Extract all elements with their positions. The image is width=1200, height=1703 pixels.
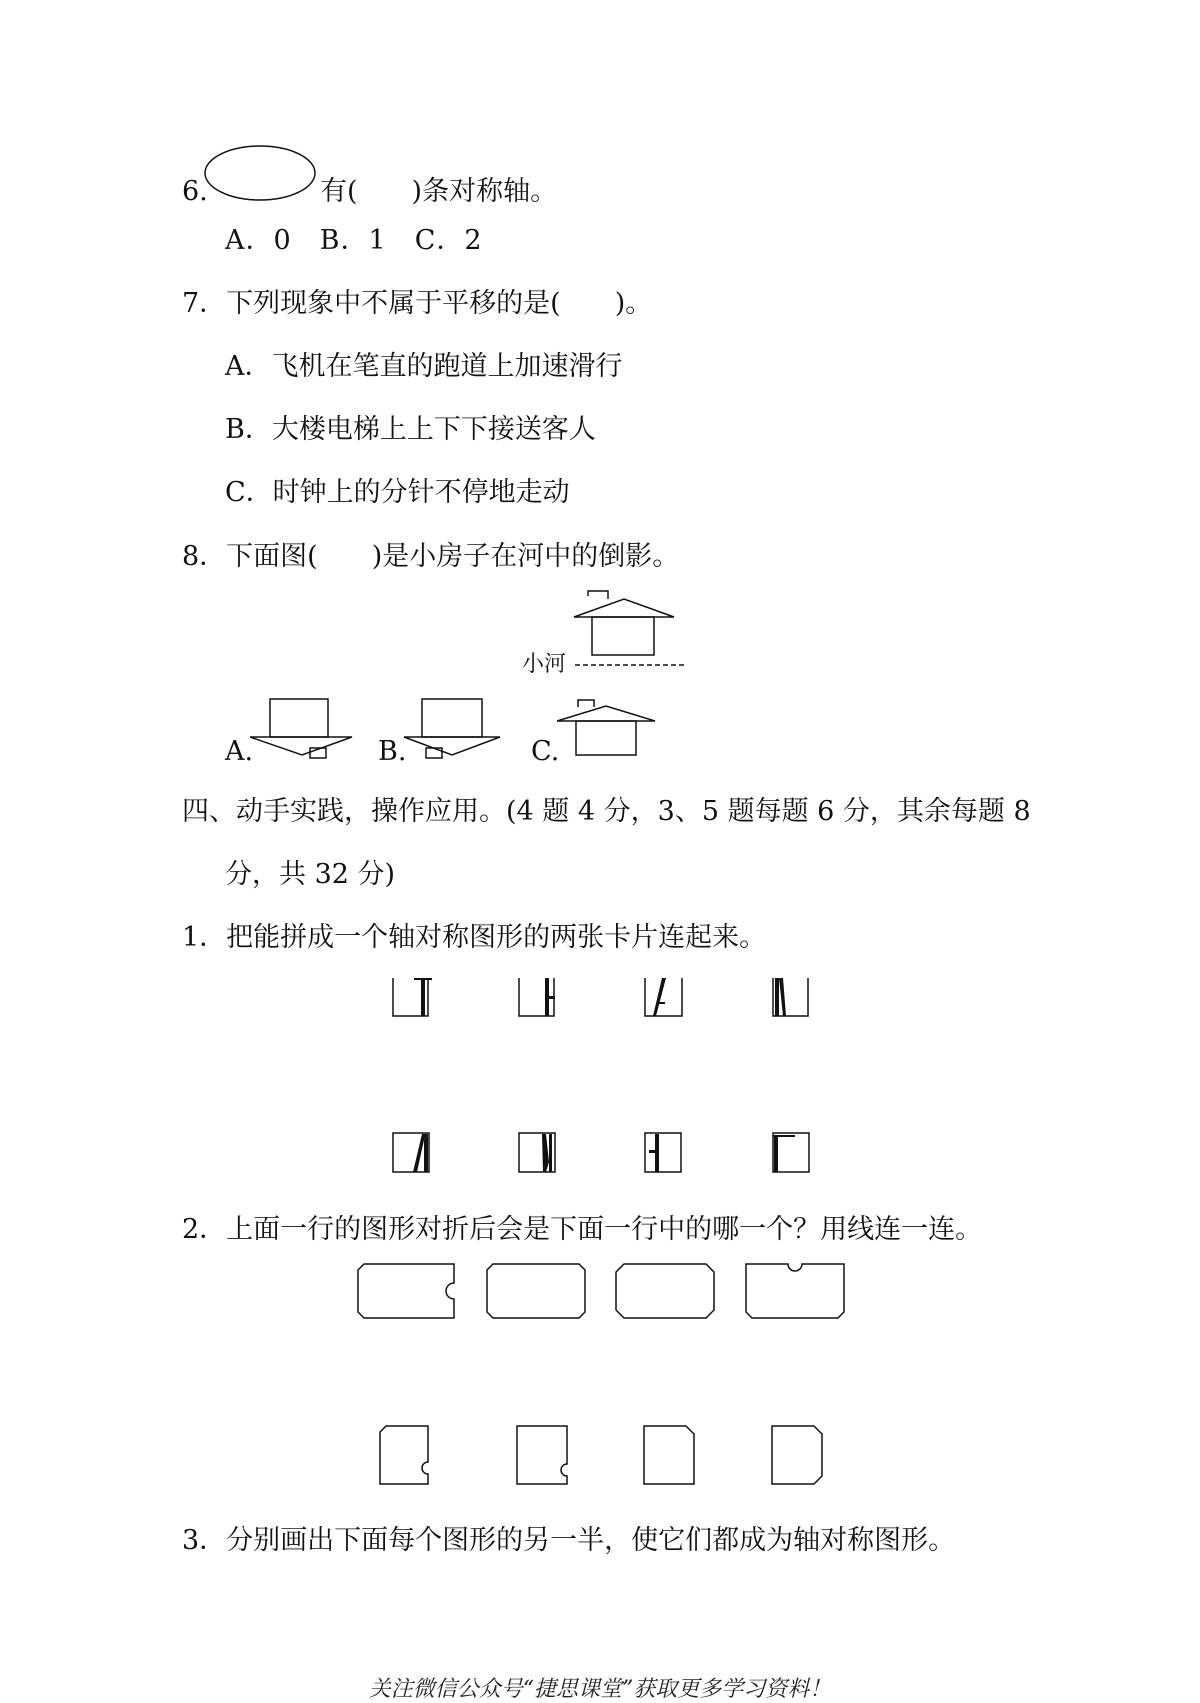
q7-option-a: A．飞机在笔直的跑道上加速滑行 (225, 351, 623, 382)
q8-question: 8．下面图( )是小房子在河中的倒影。 (182, 541, 680, 572)
p1-question: 1．把能拼成一个轴对称图形的两张卡片连起来。 (182, 922, 767, 953)
card-top-3 (644, 976, 688, 1018)
house-option-c (556, 698, 666, 768)
house-original (570, 590, 680, 660)
card-top-4 (772, 976, 816, 1018)
river-label: 小河 (522, 652, 567, 677)
card-bottom-1 (392, 1132, 432, 1174)
shape-bottom-2 (515, 1424, 571, 1488)
q7-option-b: B．大楼电梯上上下下接送客人 (225, 414, 596, 445)
q6-number: 6. (182, 176, 208, 207)
shape-bottom-3 (642, 1424, 698, 1488)
river-line (575, 663, 695, 667)
house-option-b (402, 697, 512, 767)
shape-bottom-1 (378, 1424, 434, 1488)
card-bottom-2 (518, 1132, 562, 1174)
shape-top-2 (485, 1262, 589, 1322)
q7-question: 7．下列现象中不属于平移的是( )。 (182, 288, 653, 319)
q6-options: A．0 B．1 C．2 (225, 225, 483, 256)
card-bottom-4 (772, 1132, 816, 1174)
q6-question: 有( )条对称轴。 (320, 176, 558, 207)
q8-label-a: A. (225, 736, 254, 767)
section4-heading-line1: 四、动手实践，操作应用。(4 题 4 分，3、5 题每题 6 分，其余每题 8 (182, 796, 1031, 827)
shape-top-1 (356, 1262, 460, 1322)
p3-question: 3．分别画出下面每个图形的另一半，使它们都成为轴对称图形。 (182, 1525, 956, 1556)
shape-top-4 (744, 1262, 848, 1322)
house-option-a (248, 697, 358, 767)
p2-question: 2．上面一行的图形对折后会是下面一行中的哪一个？用线连一连。 (182, 1214, 983, 1245)
shape-bottom-4 (770, 1424, 826, 1488)
section4-heading-line2: 分，共 32 分) (225, 859, 396, 890)
q8-label-c: C. (531, 736, 560, 767)
shape-top-3 (614, 1262, 718, 1322)
card-top-2 (518, 976, 558, 1018)
card-top-1 (392, 976, 432, 1018)
q7-option-c: C．时钟上的分针不停地走动 (225, 477, 570, 508)
card-bottom-3 (644, 1132, 688, 1174)
footer-note: 关注微信公众号“捷思课堂”获取更多学习资料！ (368, 1677, 832, 1702)
ellipse-figure (202, 143, 322, 203)
q8-label-b: B. (378, 736, 407, 767)
